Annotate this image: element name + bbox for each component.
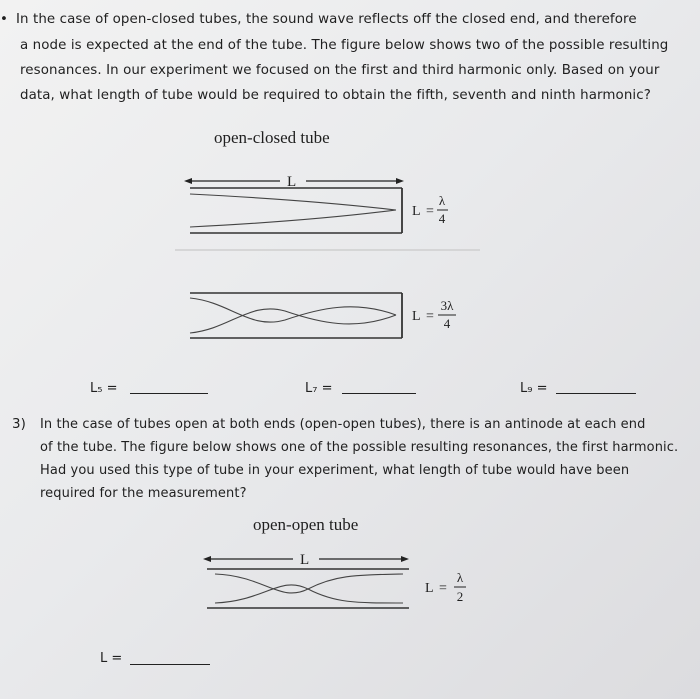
q3-text-line-1: In the case of tubes open at both ends (open-open tubes), there is an antinode at each end [40,417,646,432]
answer-l7-blank[interactable] [342,393,416,394]
q2-text-line-2: a node is expected at the end of the tube. The figure below shows two of the possible resulting [20,38,669,53]
svg-text:=: = [426,204,434,219]
tube-first-harmonic [190,188,402,233]
answer-l5-label: L₅ = [90,381,118,396]
q3-text-line-2: of the tube. The figure below shows one of the possible resulting resonances, the first harmonic. [40,440,679,455]
open-open-tube-figure [195,545,495,620]
length-label-open: L [300,552,310,568]
eq1-numerator: λ [438,193,446,208]
svg-text:=: = [439,581,447,596]
eq1-lhs: L [412,204,421,219]
q2-text-line-3: resonances. In our experiment we focused on the first and third harmonic only. Based on your [20,63,660,78]
eq1-denominator: 4 [438,211,446,226]
answer-l9-blank[interactable] [556,393,636,394]
open-open-figure-title: open-open tube [253,515,359,534]
answer-l9-label: L₉ = [520,381,548,396]
q2-text-line-1: In the case of open-closed tubes, the sound wave reflects off the closed end, and therefore [16,12,637,27]
eq-open-numerator: λ [456,570,464,585]
tube-third-harmonic [190,293,402,338]
svg-text:=: = [426,309,434,324]
tube-open-open [207,569,409,608]
open-closed-figure-title: open-closed tube [214,128,330,147]
answer-l5-blank[interactable] [130,393,208,394]
eq-open-denominator: 2 [456,589,464,604]
q3-text-line-4: required for the measurement? [40,486,247,501]
q3-text-line-3: Had you used this type of tube in your experiment, what length of tube would have been [40,463,630,478]
open-closed-tube-figure [170,160,500,350]
length-label: L [287,174,297,190]
bullet-marker: • [0,12,8,27]
eq2-numerator: 3λ [440,298,454,313]
eq2-lhs: L [412,309,421,324]
eq-open-lhs: L [425,581,434,596]
q3-number: 3) [12,417,26,432]
answer-l7-label: L₇ = [305,381,333,396]
eq2-denominator: 4 [443,316,451,331]
q2-text-line-4: data, what length of tube would be required to obtain the fifth, seventh and ninth harmonic? [20,88,651,103]
answer-l-blank[interactable] [130,664,210,665]
answer-l-label: L = [100,651,123,666]
